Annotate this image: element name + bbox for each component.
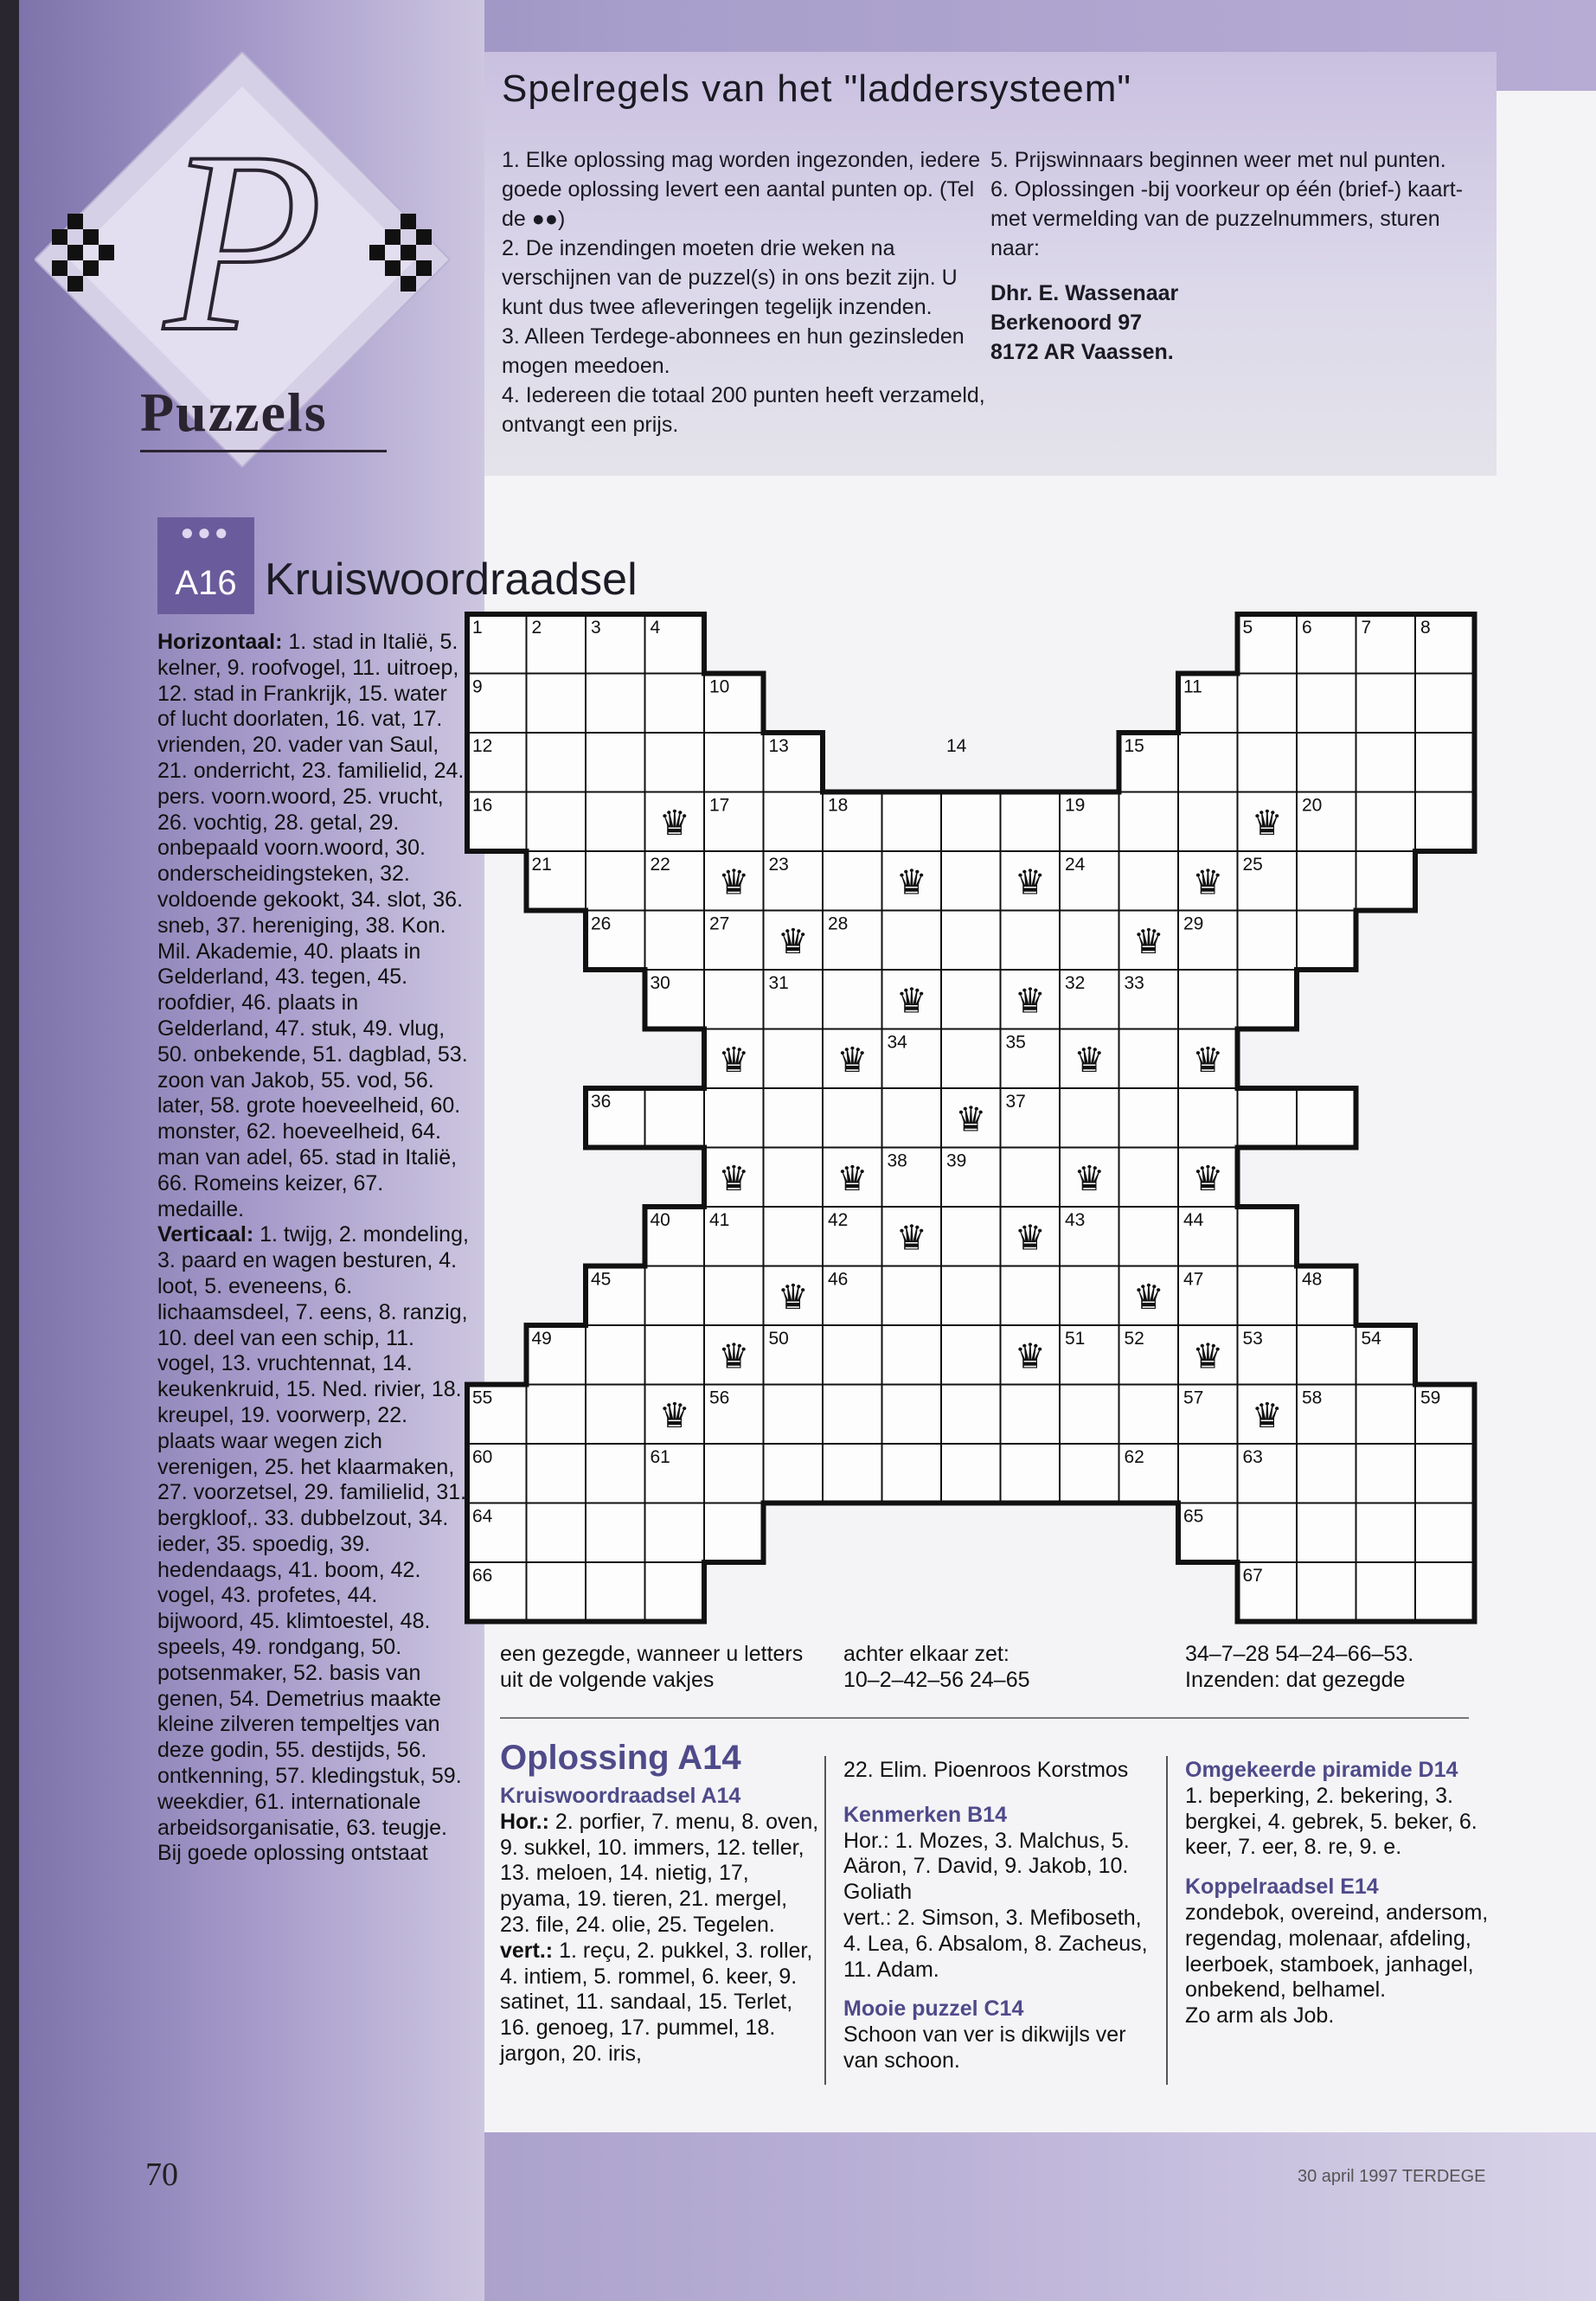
km-vert-text: vert.: 2. Simson, 3. Mefiboseth, 4. Lea, 6. Absalom, 8. Zacheus, 11. Adam. [843, 1905, 1148, 1982]
grid-cell[interactable] [527, 1503, 586, 1563]
hint-text-2 [843, 1642, 1155, 1694]
cell-number: 45 [591, 1269, 612, 1290]
clues-column [157, 630, 469, 1867]
grid-cell[interactable] [645, 733, 705, 792]
cell-number: 60 [472, 1447, 493, 1467]
hint-2b: 10–2–42–56 24–65 [843, 1667, 1030, 1692]
grid-cell[interactable] [1415, 1562, 1475, 1622]
cell-number: 66 [472, 1566, 493, 1586]
cell-number: 42 [828, 1210, 849, 1230]
block-cell-icon: ♛ [1014, 1218, 1046, 1259]
grid-cell[interactable] [1001, 1385, 1061, 1445]
cell-number: 34 [887, 1032, 907, 1053]
grid-cell[interactable] [1001, 1266, 1061, 1326]
cell-number: 15 [1124, 736, 1144, 756]
column-divider [824, 1756, 826, 2085]
cell-number: 57 [1183, 1388, 1204, 1408]
grid-cell[interactable] [1178, 970, 1238, 1029]
grid-cell[interactable] [1238, 970, 1298, 1029]
grid-cell[interactable] [527, 792, 586, 852]
kw-hor-text: 2. porfier, 7. menu, 8. oven, 9. sukkel, 10. immers, 12. teller, 13. meloen, 14. nietig, 17, pyama, 19. tieren, 21. mergel, 23. file, 24. olie, 25. Tegelen. [500, 1809, 819, 1937]
solution-column-1 [500, 1784, 820, 2067]
block-cell-icon: ♛ [777, 1277, 809, 1317]
cell-number: 12 [472, 736, 493, 756]
grid-cell[interactable] [586, 1325, 645, 1385]
block-cell-icon: ♛ [895, 862, 927, 903]
km-heading: Kenmerken B14 [843, 1802, 1007, 1827]
cell-number: 25 [1242, 855, 1263, 875]
kr-text-2: Zo arm als Job. [1185, 2003, 1335, 2029]
grid-cell[interactable] [527, 733, 586, 792]
km-hor-text: Hor.: 1. Mozes, 3. Malchus, 5. Aäron, 7. David, 9. Jakob, 10. Goliath [843, 1828, 1130, 1905]
grid-cell[interactable] [1415, 1503, 1475, 1563]
grid-cell[interactable] [941, 1266, 1001, 1326]
page-number: 70 [145, 2157, 178, 2193]
logo-word: Puzzels [140, 381, 328, 443]
cell-number: 33 [1124, 973, 1144, 993]
cell-number: 62 [1124, 1447, 1144, 1467]
cell-number: 21 [531, 855, 552, 875]
grid-cell[interactable] [1297, 674, 1356, 734]
grid-cell[interactable] [1119, 1029, 1179, 1089]
grid-cell[interactable] [764, 1385, 824, 1445]
grid-cell[interactable] [527, 1385, 586, 1445]
cell-number: 18 [828, 795, 849, 816]
block-cell-icon: ♛ [658, 1395, 690, 1436]
mp-heading: Mooie puzzel C14 [843, 1997, 1024, 2022]
grid-cell[interactable] [1356, 1385, 1416, 1445]
cell-number: 17 [709, 795, 730, 816]
grid-cell[interactable] [1415, 733, 1475, 792]
grid-cell[interactable] [645, 1266, 705, 1326]
grid-cell[interactable] [1238, 911, 1298, 971]
kr-text: zondebok, overeind, andersom, regendag, molenaar, afdeling, leerboek, stamboek, janhagel, onbekend, belhamel. [1185, 1900, 1489, 2003]
cell-number: 31 [768, 973, 789, 993]
grid-cell[interactable] [704, 970, 764, 1029]
grid-cell[interactable] [1119, 851, 1179, 911]
grid-cell[interactable] [1415, 1444, 1475, 1503]
hint-2a: achter elkaar zet: [843, 1642, 1010, 1666]
grid-cell[interactable] [1119, 792, 1179, 852]
grid-cell[interactable] [704, 733, 764, 792]
hint-3a: 34–7–28 54–24–66–53. [1185, 1642, 1414, 1666]
closing-text: Bij goede oplossing ontstaat [157, 1841, 428, 1866]
kw-vert-label: vert.: [500, 1938, 554, 1963]
block-cell-icon: ♛ [1192, 862, 1224, 903]
grid-cell[interactable] [764, 792, 824, 852]
horizontal-clues: 1. stad in Italië, 5. kelner, 9. roofvogel, 11. uitroep, 12. stad in Frankrijk, 15. water of lucht doorlaten, 16. vat, 17. vrienden, 20. vader van Saul, 21. onderricht, 23. familielid, 24. pers. voorn.woord, 25. vrucht, 26. vochtig, 28. getal, 29. onbepaald voorn.woord, 30. onderscheidingsteken, 32. voldoende gekookt, 34. slot, 36. sneb, 37. hereniging, 38. Kon. Mil. Akademie, 40. plaats in Gelderland, 43. tegen, 45. roofdier, 46. plaats in Gelderland, 47. stuk, 49. vlug, 50. onbekende, 51. dagblad, 53. zoon van Jakob, 55. vod, 56. later, 58. grote hoeveelheid, 60. monster, 62. hoeveelheid, 64. man van adel, 65. stad in Italië, 66. Romeins keizer, 67. medaille. [157, 630, 468, 1221]
grid-cell[interactable] [527, 1444, 586, 1503]
grid-cell[interactable] [586, 792, 645, 852]
block-cell-icon: ♛ [1074, 1040, 1106, 1080]
hint-text-3 [1185, 1642, 1531, 1694]
grid-cell[interactable] [1178, 733, 1238, 792]
cell-number: 67 [1242, 1566, 1263, 1586]
grid-cell[interactable] [586, 733, 645, 792]
cell-number: 14 [946, 736, 967, 756]
grid-cell[interactable] [1178, 1444, 1238, 1503]
hint-3b: Inzenden: dat gezegde [1185, 1667, 1406, 1692]
block-cell-icon: ♛ [836, 1158, 869, 1199]
block-cell-icon: ♛ [1132, 921, 1164, 962]
solution-column-2 [843, 1758, 1163, 2074]
cell-number: 35 [1005, 1032, 1026, 1053]
grid-cell[interactable] [1297, 1444, 1356, 1503]
grid-cell[interactable] [1356, 792, 1416, 852]
cell-number: 16 [472, 795, 493, 816]
grid-cell[interactable] [882, 1088, 942, 1148]
address-name: Dhr. E. Wassenaar [990, 281, 1179, 305]
grid-cell[interactable] [941, 792, 1001, 852]
grid-cell[interactable] [1356, 1444, 1416, 1503]
grid-cell[interactable] [764, 1029, 824, 1089]
grid-cell[interactable] [1238, 1266, 1298, 1326]
grid-cell[interactable] [882, 1266, 942, 1326]
grid-cell[interactable] [645, 911, 705, 971]
cell-number: 6 [1302, 618, 1312, 638]
grid-cell[interactable] [1060, 1444, 1119, 1503]
cell-number: 24 [1065, 855, 1086, 875]
cell-number: 54 [1361, 1329, 1381, 1349]
cell-number: 4 [650, 618, 661, 638]
cell-number: 63 [1242, 1447, 1263, 1467]
grid-cell[interactable] [882, 1385, 942, 1445]
block-cell-icon: ♛ [1192, 1158, 1224, 1199]
cell-number: 30 [650, 973, 670, 993]
cell-number: 10 [709, 676, 730, 697]
rule-2: 2. De inzendingen moeten drie weken na verschijnen van de puzzel(s) in ons bezit zijn. U kunt dus twee afleveringen tegelijk inzenden. [502, 236, 958, 319]
cell-number: 65 [1183, 1506, 1204, 1527]
address-city: 8172 AR Vaassen. [990, 340, 1174, 364]
block-cell-icon: ♛ [718, 1336, 750, 1377]
hint-text-1: een gezegde, wanneer u letters uit de volgende vakjes [500, 1642, 804, 1692]
block-cell-icon: ♛ [718, 862, 750, 903]
cell-number: 40 [650, 1210, 670, 1230]
block-cell-icon: ♛ [1014, 981, 1046, 1022]
kw-vert-text: 1. reçu, 2. pukkel, 3. roller, 4. intiem, 5. rommel, 6. keer, 9. satinet, 11. sandaal, 15. Terlet, 16. genoeg, 17. pummel, 18. jargon, 20. iris, [500, 1938, 813, 2066]
grid-cell[interactable] [704, 1444, 764, 1503]
crossword-grid [458, 606, 1479, 1635]
cell-number: 7 [1361, 618, 1372, 638]
cell-number: 41 [709, 1210, 730, 1230]
puzzle-title: Kruiswoordraadsel [265, 554, 638, 605]
cell-number: 3 [591, 618, 601, 638]
cell-number: 28 [828, 913, 849, 934]
cell-number: 32 [1065, 973, 1086, 993]
grid-cell[interactable] [1415, 674, 1475, 734]
cell-number: 51 [1065, 1329, 1086, 1349]
grid-cell[interactable] [1356, 733, 1416, 792]
cell-number: 37 [1005, 1092, 1026, 1112]
kr-heading: Koppelraadsel E14 [1185, 1875, 1379, 1900]
grid-cell[interactable] [941, 911, 1001, 971]
cell-number: 36 [591, 1092, 612, 1112]
block-cell-icon: ♛ [955, 1099, 987, 1140]
block-cell-icon: ♛ [658, 803, 690, 843]
cell-number: 26 [591, 913, 612, 934]
cell-number: 47 [1183, 1269, 1204, 1290]
cell-number: 9 [472, 676, 483, 697]
grid-cell[interactable] [645, 1562, 705, 1622]
grid-cell[interactable] [823, 1385, 882, 1445]
grid-cell[interactable] [882, 1325, 942, 1385]
kw-hor-label: Hor.: [500, 1809, 549, 1834]
rules-title: Spelregels van het "laddersysteem" [502, 67, 1132, 110]
vertical-clues: 1. twijg, 2. mondeling, 3. paard en wagen besturen, 4. loot, 5. eveneens, 6. lichaamsdeel, 7. eens, 8. ranzig, 10. deel van een schip, 11. vogel, 13. vruchtennat, 14. keukenkruid, 15. Ned. rivier, 18. kreupel, 19. voorwerp, 22. plaats waar wegen zich verenigen, 25. het klaarmaken, 27. voorzetsel, 29. familielid, 31. bergkloof,. 33. dubbelzout, 34. ieder, 35. spoedig, 39. hedendaags, 41. boom, 42. vogel, 43. profetes, 44. bijwoord, 45. klimtoestel, 48. speels, 49. rondgang, 50. potsenmaker, 52. basis van genen, 54. Demetrius maakte kleine zilveren tempeltjes van deze godin, 55. destijds, 56. ontkenning, 57. kledingstuk, 59. weekdier, 61. internationale arbeidsorganisatie, 63. teugje. [157, 1222, 469, 1840]
grid-cell[interactable] [1238, 733, 1298, 792]
grid-cell[interactable] [1001, 1444, 1061, 1503]
grid-cell[interactable] [704, 1503, 764, 1563]
block-cell-icon: ♛ [1192, 1336, 1224, 1377]
logo-underline [140, 450, 387, 452]
grid-cell[interactable] [882, 792, 942, 852]
grid-cell[interactable] [1297, 851, 1356, 911]
address-street: Berkenoord 97 [990, 311, 1143, 335]
cell-number: 64 [472, 1506, 493, 1527]
grid-cell[interactable] [1238, 1503, 1298, 1563]
block-cell-icon: ♛ [1074, 1158, 1106, 1199]
kw-continued: 22. Elim. Pioenroos Korstmos [843, 1758, 1129, 1782]
grid-cell[interactable] [941, 1444, 1001, 1503]
rule-3: 3. Alleen Terdege-abonnees en hun gezinsleden mogen meedoen. [502, 324, 965, 378]
cell-number: 11 [1183, 676, 1202, 697]
grid-cell[interactable] [823, 970, 882, 1029]
grid-cell[interactable] [941, 1325, 1001, 1385]
page-edge [0, 0, 19, 2301]
cell-number: 44 [1183, 1210, 1204, 1230]
grid-cell[interactable] [1238, 1088, 1298, 1148]
cell-number: 29 [1183, 913, 1204, 934]
cell-number: 53 [1242, 1329, 1263, 1349]
grid-cell[interactable] [823, 1444, 882, 1503]
block-cell-icon: ♛ [777, 921, 809, 962]
cell-number: 61 [650, 1447, 670, 1467]
rule-6: 6. Oplossingen -bij voorkeur op één (brief-) kaart- met vermelding van de puzzelnummers, sturen naar: [990, 177, 1464, 260]
grid-cell[interactable] [704, 1088, 764, 1148]
grid-cell[interactable] [882, 911, 942, 971]
grid-cell[interactable] [586, 851, 645, 911]
cell-number: 20 [1302, 795, 1323, 816]
cell-number: 1 [472, 618, 483, 638]
grid-cell[interactable] [941, 1029, 1001, 1089]
grid-cell[interactable] [941, 970, 1001, 1029]
grid-cell[interactable] [941, 851, 1001, 911]
cell-number: 46 [828, 1269, 849, 1290]
grid-cell[interactable] [764, 1088, 824, 1148]
grid-cell[interactable] [1001, 911, 1061, 971]
rules-left-column [502, 145, 986, 439]
grid-cell[interactable] [527, 1562, 586, 1622]
grid-cell[interactable] [764, 1444, 824, 1503]
cell-number: 50 [768, 1329, 789, 1349]
grid-cell[interactable] [1060, 1266, 1119, 1326]
block-cell-icon: ♛ [836, 1040, 869, 1080]
cell-number: 5 [1242, 618, 1253, 638]
rule-4: 4. Iedereen die totaal 200 punten heeft verzameld, ontvangt een prijs. [502, 383, 985, 437]
grid-cell[interactable] [1119, 1207, 1179, 1266]
grid-cell[interactable] [1297, 1562, 1356, 1622]
cell-number: 49 [531, 1329, 552, 1349]
grid-cell[interactable] [764, 1207, 824, 1266]
solution-column-3 [1185, 1758, 1497, 2029]
mp-text: Schoon van ver is dikwijls ver van schoon. [843, 2022, 1126, 2073]
cell-number: 59 [1420, 1388, 1441, 1408]
grid-cell[interactable] [823, 1088, 882, 1148]
grid-cell[interactable] [586, 1562, 645, 1622]
cell-number: 2 [531, 618, 542, 638]
grid-cell[interactable] [1297, 911, 1356, 971]
grid-cell[interactable] [1415, 792, 1475, 852]
cell-number: 27 [709, 913, 730, 934]
block-cell-icon: ♛ [1132, 1277, 1164, 1317]
block-cell-icon: ♛ [895, 1218, 927, 1259]
grid-cell[interactable] [586, 1444, 645, 1503]
op-text: 1. beperking, 2. bekering, 3. bergkei, 4. gebrek, 5. beker, 6. keer, 7. eer, 8. re, 9. e. [1185, 1783, 1477, 1860]
block-cell-icon: ♛ [718, 1158, 750, 1199]
column-divider [1166, 1756, 1168, 2085]
cell-number: 19 [1065, 795, 1086, 816]
cell-number: 43 [1065, 1210, 1086, 1230]
grid-cell[interactable] [1356, 674, 1416, 734]
difficulty-dots: ●●● [180, 519, 232, 545]
cell-number: 8 [1420, 618, 1431, 638]
kw-heading: Kruiswoordraadsel A14 [500, 1784, 741, 1808]
block-cell-icon: ♛ [1251, 803, 1283, 843]
grid-cell[interactable] [1060, 911, 1119, 971]
grid-cell[interactable] [1238, 1207, 1298, 1266]
grid-cell[interactable] [1060, 1088, 1119, 1148]
section-divider [500, 1717, 1469, 1719]
grid-cell[interactable] [586, 1503, 645, 1563]
grid-cell[interactable] [941, 1207, 1001, 1266]
grid-cell[interactable] [1297, 1325, 1356, 1385]
cell-number: 56 [709, 1388, 730, 1408]
grid-cell[interactable] [645, 1088, 705, 1148]
cell-number: 48 [1302, 1269, 1323, 1290]
grid-cell[interactable] [764, 1148, 824, 1208]
rule-5: 5. Prijswinnaars beginnen weer met nul punten. [990, 148, 1446, 172]
cell-number: 52 [1124, 1329, 1144, 1349]
vertical-label: Verticaal: [157, 1222, 254, 1247]
rule-1: 1. Elke oplossing mag worden ingezonden, iedere goede oplossing levert een aantal punten op. (Tel de ●●) [502, 148, 981, 231]
grid-cell[interactable] [1356, 1562, 1416, 1622]
grid-cell[interactable] [1238, 674, 1298, 734]
grid-cell[interactable] [823, 851, 882, 911]
block-cell-icon: ♛ [1192, 1040, 1224, 1080]
grid-cell[interactable] [1001, 1148, 1061, 1208]
block-cell-icon: ♛ [1014, 1336, 1046, 1377]
svg-text:P: P [164, 98, 324, 385]
rules-right-column [990, 145, 1484, 367]
grid-cell[interactable] [645, 674, 705, 734]
grid-cell[interactable] [1356, 1503, 1416, 1563]
grid-cell[interactable] [1356, 851, 1416, 911]
cell-number: 55 [472, 1388, 493, 1408]
cell-number: 58 [1302, 1388, 1323, 1408]
cell-number: 23 [768, 855, 789, 875]
grid-cell[interactable] [1119, 1088, 1179, 1148]
grid-cell[interactable] [1297, 1503, 1356, 1563]
cell-number: 13 [768, 736, 789, 756]
grid-cell[interactable] [645, 1325, 705, 1385]
cell-number: 22 [650, 855, 670, 875]
grid-cell[interactable] [1001, 792, 1061, 852]
footer-date: 30 april 1997 TERDEGE [1298, 2167, 1486, 2186]
grid-cell[interactable] [527, 674, 586, 734]
grid-cell[interactable] [1297, 733, 1356, 792]
block-cell-icon: ♛ [895, 981, 927, 1022]
block-cell-icon: ♛ [718, 1040, 750, 1080]
grid-cell[interactable] [941, 1385, 1001, 1445]
cell-number: 38 [887, 1150, 907, 1171]
grid-cell[interactable] [823, 1325, 882, 1385]
block-cell-icon: ♛ [1014, 862, 1046, 903]
grid-cell[interactable] [586, 674, 645, 734]
horizontal-label: Horizontaal: [157, 630, 283, 654]
grid-cell[interactable] [882, 1444, 942, 1503]
puzzle-code: A16 [175, 564, 237, 602]
grid-cell[interactable] [1297, 1088, 1356, 1148]
grid-cell[interactable] [1119, 1385, 1179, 1445]
cell-number: 39 [946, 1150, 967, 1171]
block-cell-icon: ♛ [1251, 1395, 1283, 1436]
grid-cell[interactable] [1060, 1385, 1119, 1445]
grid-cell[interactable] [645, 1503, 705, 1563]
grid-cell[interactable] [586, 1385, 645, 1445]
solution-title: Oplossing A14 [500, 1739, 741, 1777]
op-heading: Omgekeerde piramide D14 [1185, 1758, 1458, 1782]
grid-cell[interactable] [1178, 792, 1238, 852]
grid-cell[interactable] [704, 1266, 764, 1326]
grid-cell[interactable] [1119, 1148, 1179, 1208]
grid-cell[interactable] [1178, 1088, 1238, 1148]
